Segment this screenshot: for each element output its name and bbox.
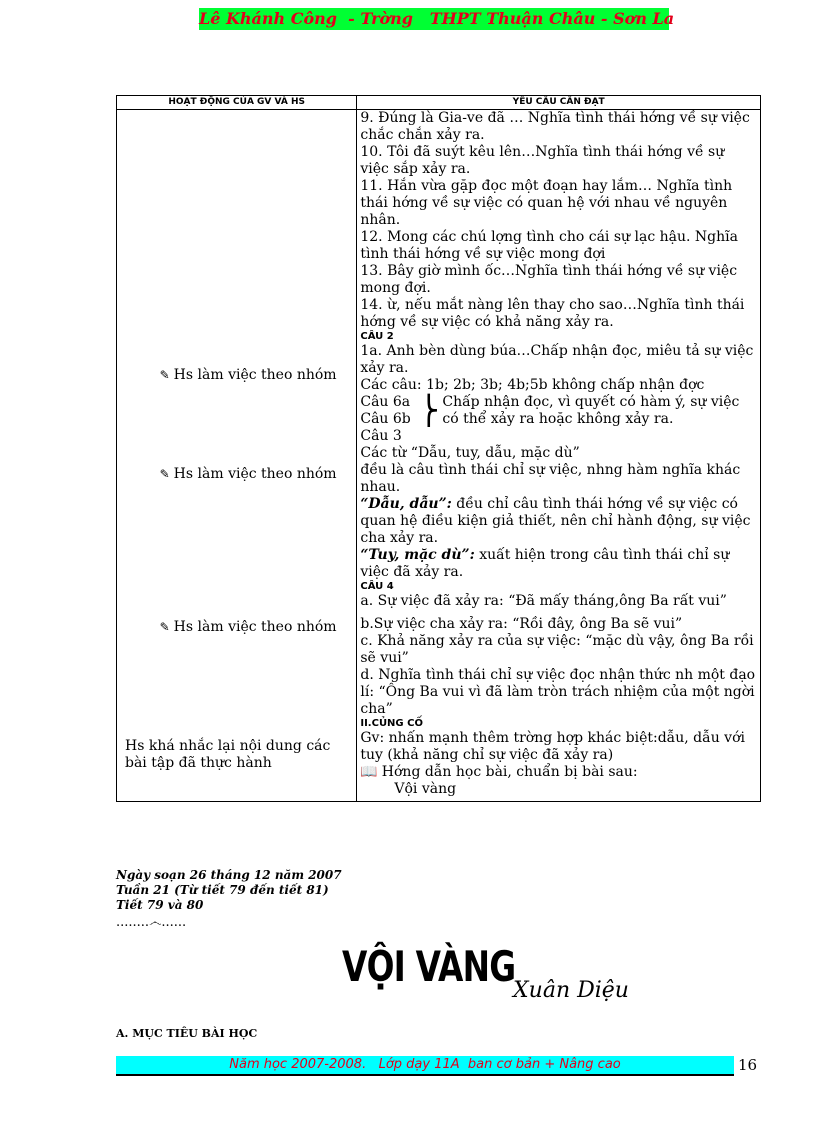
page-number: 16 (738, 1056, 758, 1074)
cungco-text: Gv: nhấn mạnh thêm trờng hợp khác biệt:dẫu, dẫu với tuy (khả năng chỉ sự việc đã xảy ra) (360, 730, 745, 763)
item-13: 13. Bây giờ mình ốc…Nghĩa tình thái hớng về sự việc mong đợi. (360, 263, 738, 296)
cau3-line1: Các từ “Dẫu, tuy, dẫu, mặc dù” (360, 445, 580, 461)
col-left-header: HOẠT ĐỘNG CỦA GV VÀ HS (117, 96, 357, 110)
item-12: 12. Mong các chú lợng tình cho cái sự lạc hậu. Nghĩa tình thái hớng về sự việc mong đợi (360, 229, 738, 262)
cau2-title: CÂU 2 (360, 331, 394, 342)
cungco-title: II.CỦNG CỐ (360, 718, 423, 729)
cau4-title: CÂU 4 (360, 581, 394, 592)
cau2-6b: Câu 6b (360, 411, 411, 427)
lesson-title: VỘI VÀNG (342, 942, 516, 991)
cau4-c: c. Khả năng xảy ra của sự việc: “mặc dù vậy, ông Ba rồi sẽ vui” (360, 633, 754, 666)
cau4-a: a. Sự việc đã xảy ra: “Đã mấy tháng,ông Ba rất vui” (360, 593, 727, 609)
activity-1: ✎ Hs làm việc theo nhóm (159, 367, 337, 383)
lesson-table (116, 95, 761, 802)
col-right-header: YÊU CẦU CẦN ĐẠT (357, 96, 761, 110)
cau3-dau: “Dẫu, dẫu”: đều chỉ câu tình thái hớng về sự việc có quan hệ điều kiện giả thiết, nên chỉ hành động, sự việc cha xảy ra. (360, 496, 751, 546)
cau2-1a: 1a. Anh bèn dùng búa…Chấp nhận đọc, miêu tả sự việc xảy ra. (360, 343, 754, 376)
item-11: 11. Hắn vừa gặp đọc một đoạn hay lắm… Nghĩa tình thái hớng về sự việc có quan hệ với nhau về nguyên nhân. (360, 178, 733, 228)
requirements-cell (357, 110, 761, 802)
meta-period: Tiết 79 và 80 (116, 898, 204, 912)
meta-week: Tuần 21 (Từ tiết 79 đến tiết 81) (116, 883, 329, 897)
cau3-tuy: “Tuy, mặc dù”: xuất hiện trong câu tình thái chỉ sự việc đã xảy ra. (360, 547, 730, 580)
item-14: 14. ừ, nếu mắt nàng lên thay cho sao…Nghĩa tình thái hớng về sự việc có khả năng xảy ra. (360, 297, 745, 330)
activity-2: ✎ Hs làm việc theo nhóm (159, 466, 337, 482)
book-icon: 📖 (360, 764, 378, 780)
guide-next: Vội vàng (394, 781, 457, 797)
ornament-dots: ........෴...... (116, 915, 187, 930)
pen-icon: ✎ (159, 620, 170, 634)
summary-note: Hs khá nhắc lại nội dung các bài tập đã thực hành (125, 738, 331, 771)
header-text: Lê Khánh Công - Trờng THPT Thuận Châu - Sơn La (199, 9, 675, 28)
activities-cell (117, 110, 357, 802)
meta-date: Ngày soạn 26 tháng 12 năm 2007 (116, 868, 342, 882)
brace-icon: ⎬ (418, 394, 440, 427)
guide-line: 📖 Hớng dẫn học bài, chuẩn bị bài sau: (360, 764, 638, 780)
cau2-1b: Các câu: 1b; 2b; 3b; 4b;5b không chấp nhận đợc (360, 377, 705, 393)
footer-text: Năm học 2007-2008. Lớp dạy 11A ban cơ bản + Nâng cao (229, 1057, 621, 1072)
cau2-6-text: Chấp nhận đọc, vì quyết có hàm ý, sự việc có thể xảy ra hoặc không xảy ra. (442, 394, 740, 427)
cau3-title: Câu 3 (360, 428, 402, 444)
cau2-6a: Câu 6a (360, 394, 411, 410)
cau4-d: d. Nghĩa tình thái chỉ sự việc đọc nhận thức nh một đạo lí: “Ông Ba vui vì đã làm tròn trách nhiệm của một ngời cha” (360, 667, 756, 717)
cau3-line2: đều là câu tình thái chỉ sự việc, nhng hàm nghĩa khác nhau. (360, 462, 741, 495)
objective-heading: A. MỤC TIÊU BÀI HỌC (116, 1027, 258, 1040)
pen-icon: ✎ (159, 368, 170, 382)
item-9: 9. Đúng là Gia-ve đã … Nghĩa tình thái hớng về sự việc chắc chắn xảy ra. (360, 110, 750, 143)
cau2-6-group (360, 394, 756, 428)
cau4-b: b.Sự việc cha xảy ra: “Rồi đây, ông Ba sẽ vui” (360, 616, 683, 632)
author-name: Xuân Diệu (513, 978, 629, 1003)
item-10: 10. Tôi đã suýt kêu lên…Nghĩa tình thái hớng về sự việc sắp xảy ra. (360, 144, 725, 177)
lesson-meta (116, 868, 342, 913)
activity-3: ✎ Hs làm việc theo nhóm (159, 619, 337, 635)
pen-icon: ✎ (159, 467, 170, 481)
